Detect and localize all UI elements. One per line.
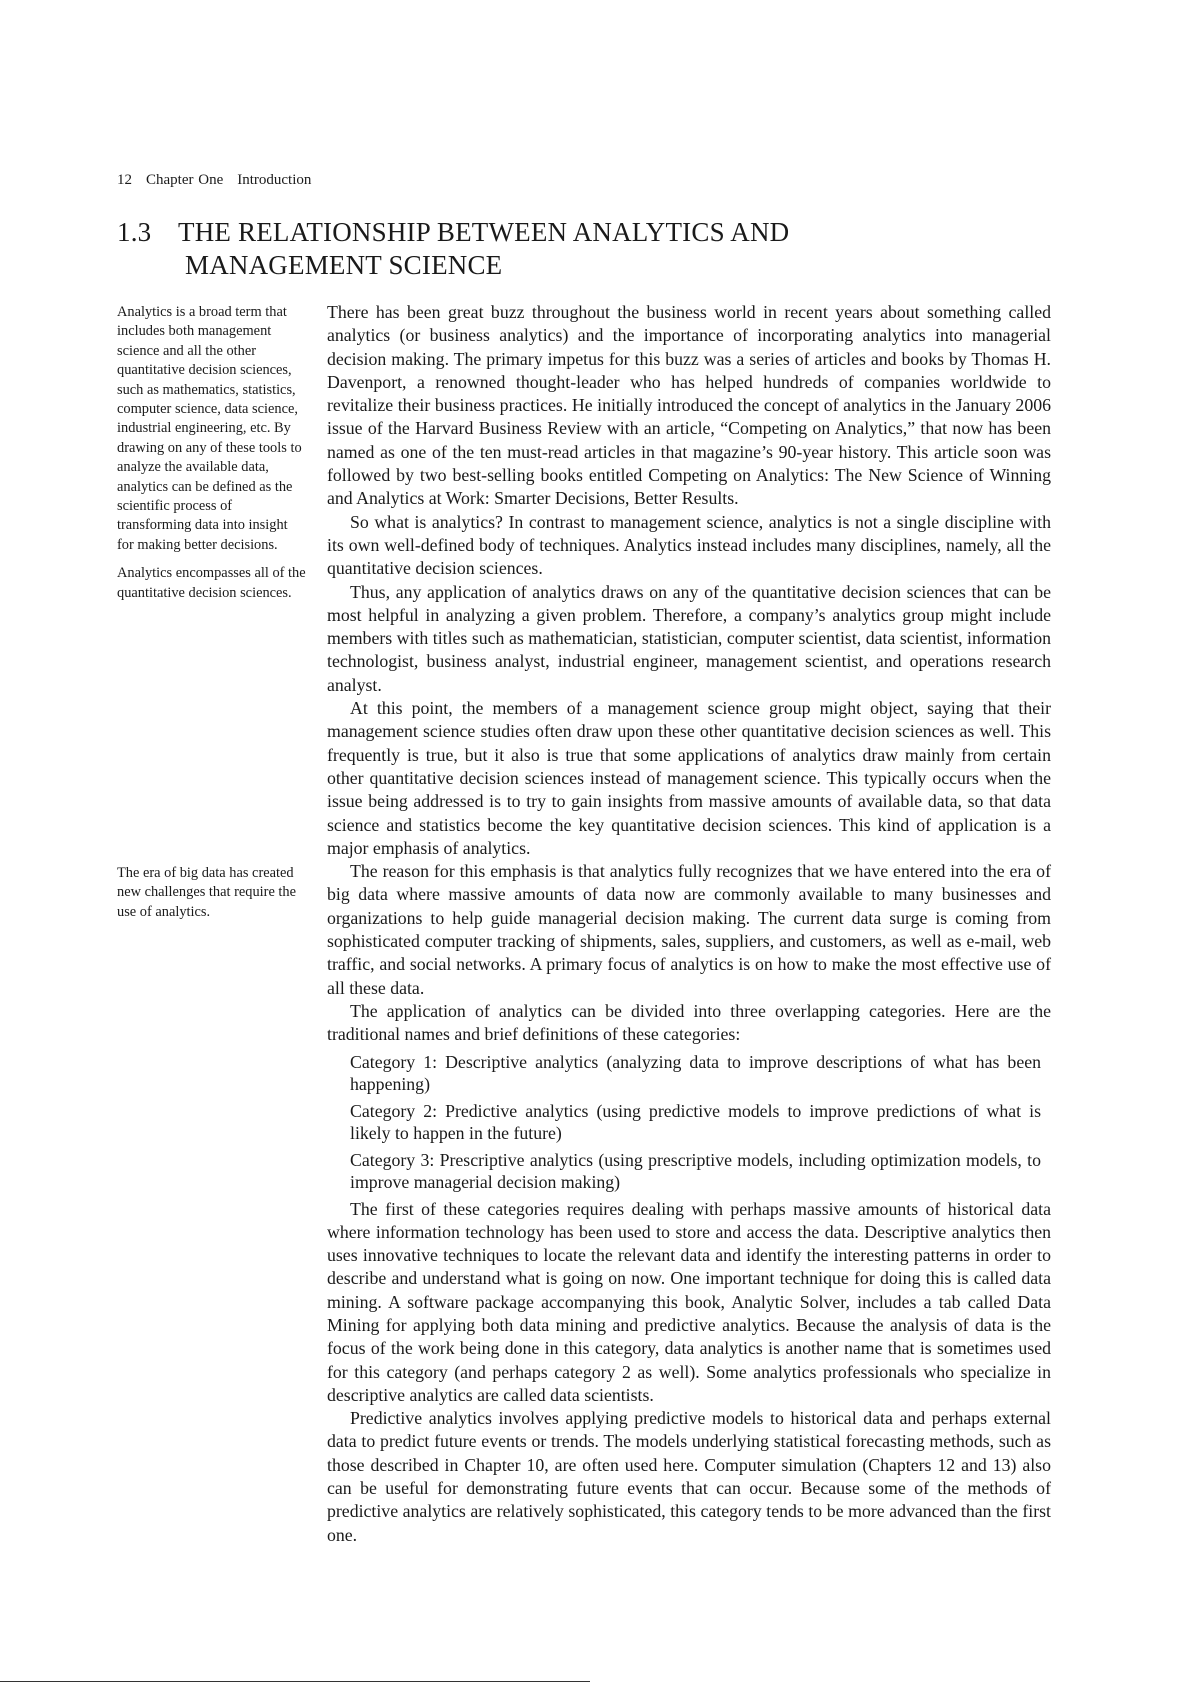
paragraph: So what is analytics? In contrast to management science, analytics is not a single discipline with its own well-defined body of techniques. Analytics instead includes many disciplines, namely, all the quantitative decision sciences. — [327, 511, 1051, 579]
margin-note: The era of big data has created new challenges that require the use of analytics. — [117, 865, 297, 920]
chapter-label: Chapter One — [146, 172, 224, 188]
chapter-title: Introduction — [237, 172, 312, 188]
margin-note: Analytics is a broad term that includes both management science and all the other quantitative decision sciences, such as mathematics, statistics, computer science, data science, industrial engineering, etc. By drawing on any of these tools to analyze the available data, analytics can be defined as the scientific process of transforming data into insight for making better decisions. — [117, 304, 302, 553]
paragraph: Thus, any application of analytics draws on any of the quantitative decision sciences that can be most helpful in analyzing a given problem. Therefore, a company’s analytics group might include members with titles such as mathematician, statistician, computer scientist, data scientist, information technologist, business analyst, industrial engineer, management scientist, and operations research analyst. — [327, 581, 1051, 695]
running-head — [117, 172, 325, 189]
paragraph: The first of these categories requires dealing with perhaps massive amounts of historical data where information technology has been used to store and access the data. Descriptive analytics then uses innovative techniques to locate the relevant data and identify the interesting patterns in order to describe and understand what is going on now. One important technique for doing this is called data mining. A software package accompanying this book, Analytic Solver, includes a tab called Data Mining for applying both data mining and predictive analytics. Because the analysis of data is the focus of the work being done in this category, data analytics is another name that is sometimes used for this category (and perhaps category 2 as well). Some analytics professionals who specialize in descriptive analytics are called data scientists. — [327, 1198, 1051, 1405]
category-item: Category 2: Predictive analytics (using predictive models to improve predictions of what is likely to happen in the future) — [350, 1100, 1041, 1143]
section-title — [117, 216, 877, 282]
section-title-line-1: THE RELATIONSHIP BETWEEN ANALYTICS AND — [178, 217, 790, 247]
margin-notes — [117, 303, 307, 920]
paragraph: There has been great buzz throughout the business world in recent years about something called analytics (or business analytics) and the importance of incorporating analytics into managerial decision making. The primary impetus for this buzz was a series of articles and books by Thomas H. Davenport, a renowned thought-leader who has helped hundreds of companies worldwide to revitalize their business practices. He initially introduced the concept of analytics in the January 2006 issue of the Harvard Business Review with an article, “Competing on Analytics,” that now has been named as one of the ten must-read articles in that magazine’s 90-year history. This article soon was followed by two best-selling books entitled Competing on Analytics: The New Science of Winning and Analytics at Work: Smarter Decisions, Better Results. — [327, 302, 1051, 509]
paragraph: Predictive analytics involves applying predictive models to historical data and perhaps external data to predict future events or trends. The models underlying statistical forecasting methods, such as those described in Chapter 10, are often used here. Computer simulation (Chapters 12 and 13) also can be useful for demonstrating future events that can occur. Because some of the methods of predictive analytics are relatively sophisticated, this category tends to be more advanced than the first one. — [327, 1408, 1051, 1545]
section-title-line-2: MANAGEMENT SCIENCE — [185, 250, 503, 280]
page-number: 12 — [117, 172, 132, 188]
paragraph: The application of analytics can be divided into three overlapping categories. Here are the traditional names and brief definitions of these categories: — [327, 1000, 1051, 1045]
margin-note: Analytics encompasses all of the quantitative decision sciences. — [117, 565, 306, 601]
bottom-rule — [0, 1681, 590, 1682]
section-number: 1.3 — [117, 217, 152, 247]
paragraph: At this point, the members of a management science group might object, saying that their management science studies often draw upon these other quantitative decision sciences as well. This frequently is true, but it also is true that some applications of analytics draw mainly from certain other quantitative decision sciences instead of management science. This typically occurs when the issue being addressed is to try to gain insights from massive amounts of available data, so that data science and statistics become the key quantitative decision sciences. This kind of application is a major emphasis of analytics. — [327, 698, 1051, 858]
category-list — [350, 1051, 1051, 1193]
category-item: Category 1: Descriptive analytics (analyzing data to improve descriptions of what has been happening) — [350, 1051, 1041, 1094]
body-text — [327, 301, 1051, 1547]
category-item: Category 3: Prescriptive analytics (using prescriptive models, including optimization models, to improve managerial decision making) — [350, 1149, 1041, 1192]
paragraph: The reason for this emphasis is that analytics fully recognizes that we have entered into the era of big data where massive amounts of data now are commonly available to many businesses and organizations to help guide managerial decision making. The current data surge is coming from sophisticated computer tracking of shipments, sales, suppliers, and customers, as well as e-mail, web traffic, and social networks. A primary focus of analytics is on how to make the most effective use of all these data. — [327, 861, 1051, 998]
